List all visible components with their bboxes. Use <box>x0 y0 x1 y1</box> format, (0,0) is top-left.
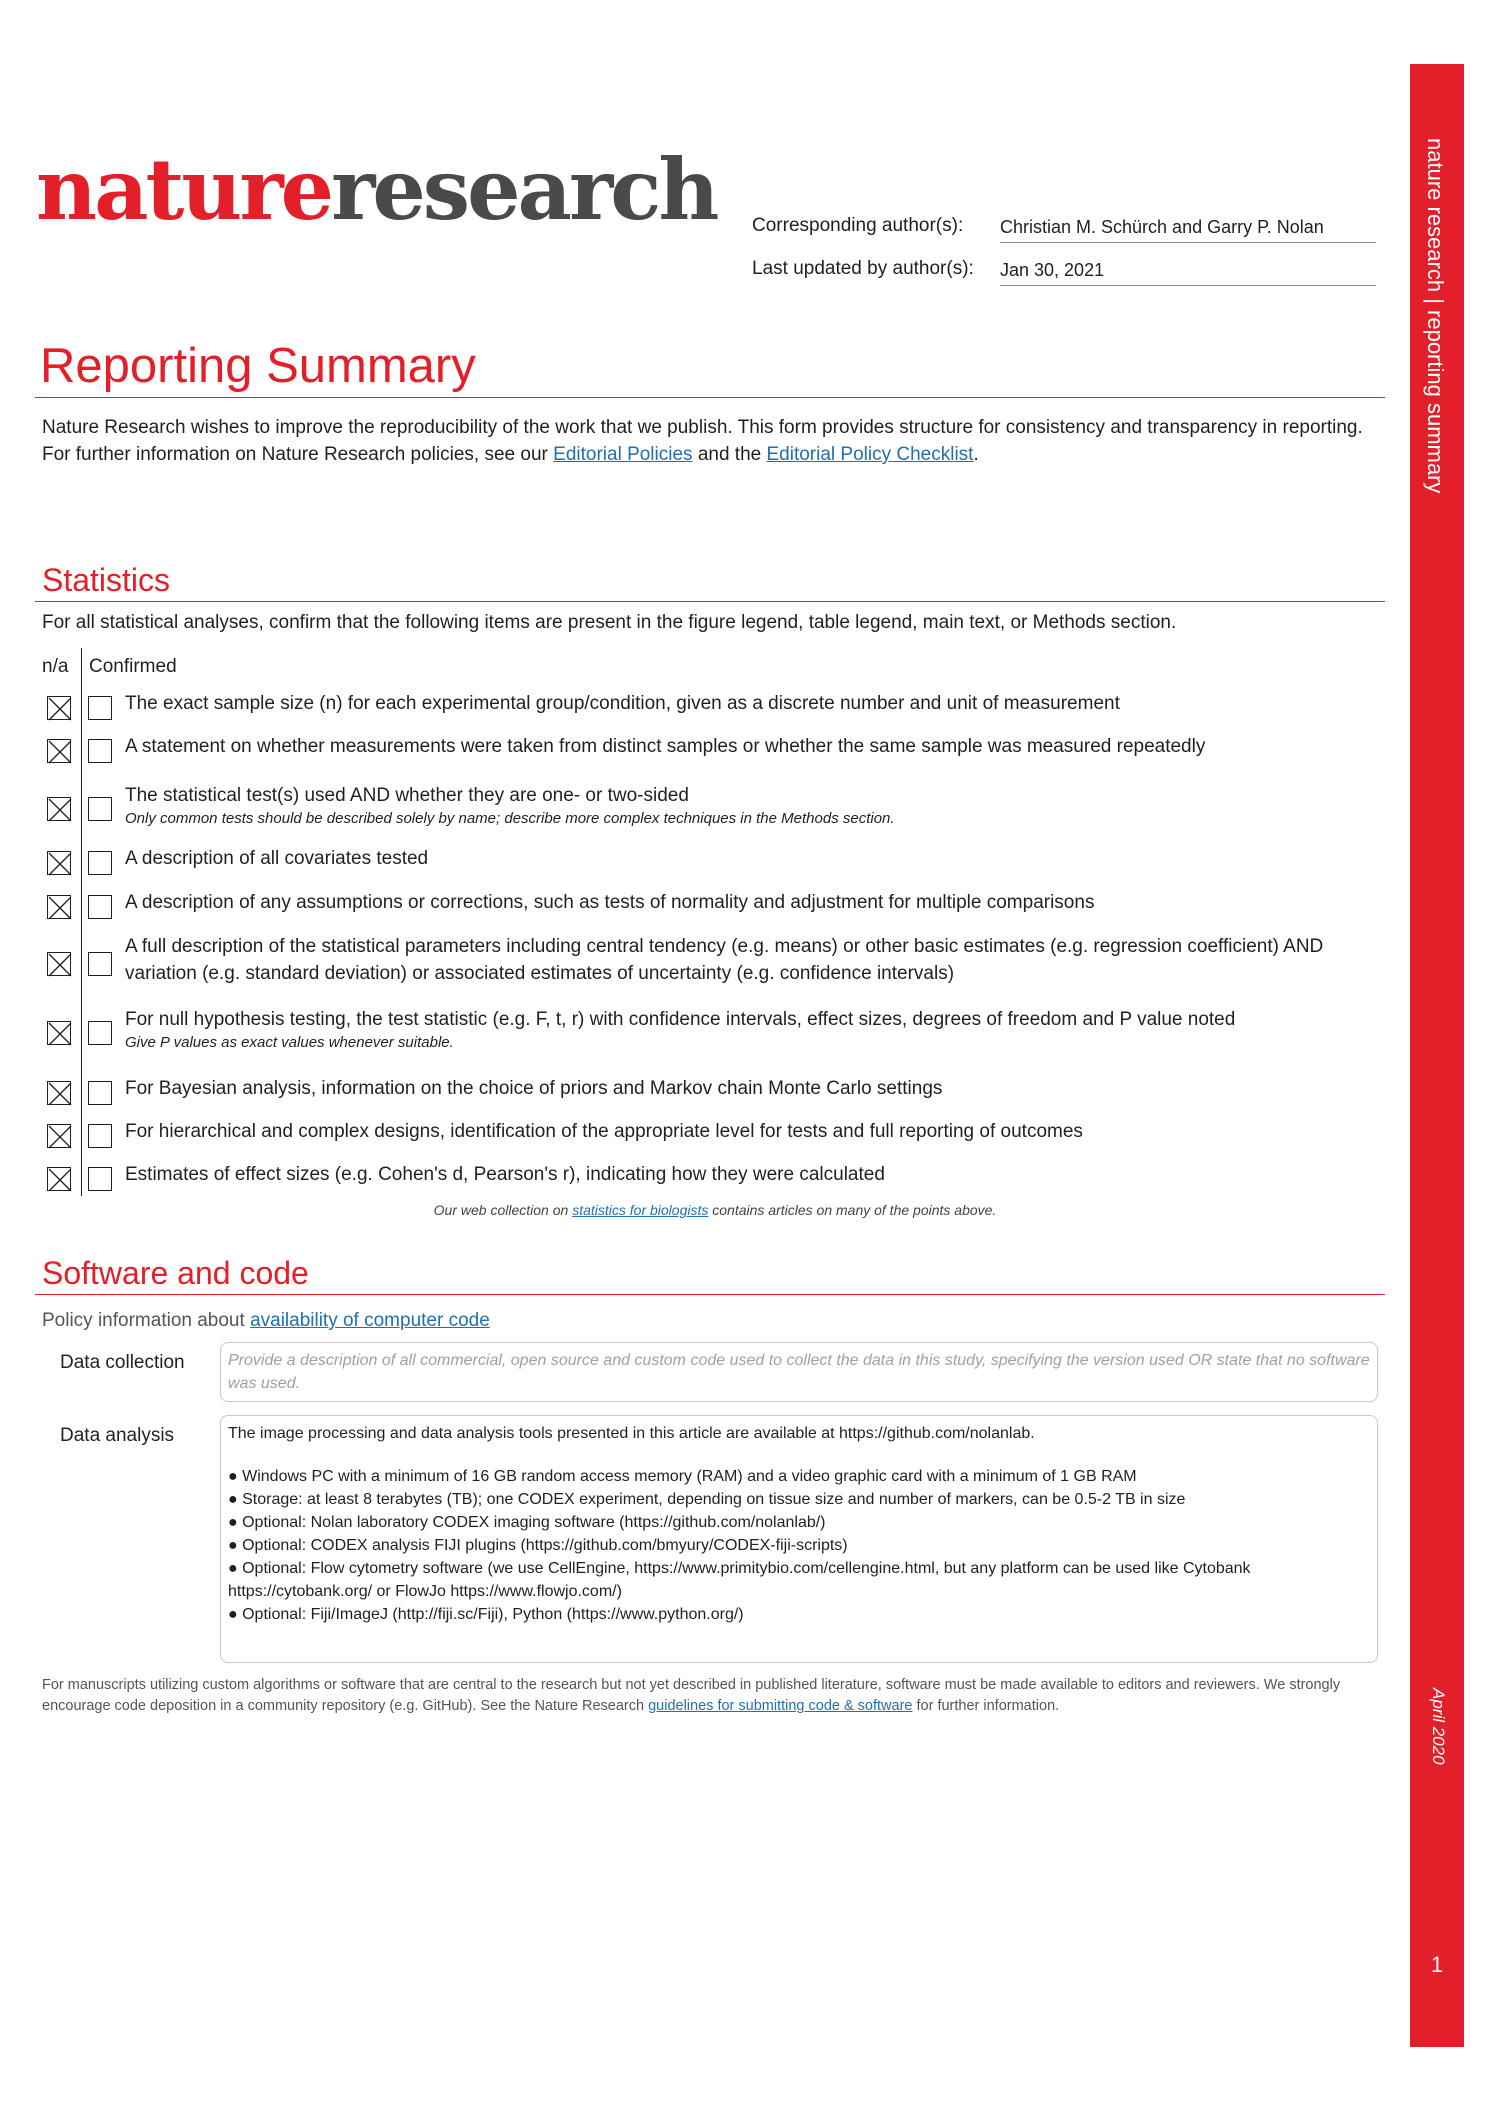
checklist-item-note: Only common tests should be described solely by name; describe more complex techniques in the Methods section. <box>125 810 895 827</box>
data-collection-field[interactable]: Provide a description of all commercial, open source and custom code used to collect the data in this study, specifying the version used OR state that no software was used. <box>220 1342 1378 1402</box>
checklist-item-text: A description of all covariates tested <box>125 848 429 869</box>
editorial-policies-link[interactable]: Editorial Policies <box>553 444 693 465</box>
software-rule <box>35 1294 1385 1295</box>
confirmed-column-header: Confirmed <box>89 656 177 677</box>
na-checkbox[interactable] <box>47 797 71 821</box>
confirmed-checkbox[interactable] <box>88 1167 112 1191</box>
checklist-item-text: The exact sample size (n) for each experimental group/condition, given as a discrete number and unit of measurement <box>125 693 1120 714</box>
code-guidelines-link[interactable]: guidelines for submitting code & software <box>648 1698 913 1714</box>
code-policy-info: Policy information about availability of computer code <box>42 1310 490 1331</box>
corresponding-author-field[interactable]: Christian M. Schürch and Garry P. Nolan <box>1000 217 1376 243</box>
na-checkbox[interactable] <box>47 739 71 763</box>
confirmed-checkbox[interactable] <box>88 851 112 875</box>
checklist-item-text: A description of any assumptions or corrections, such as tests of normality and adjustment for multiple comparisons <box>125 892 1095 913</box>
intro-paragraph: Nature Research wishes to improve the reproducibility of the work that we publish. This form provides structure for consistency and transparency in reporting. For further information on Nature Research policies, see our Editorial Policies and the Editorial Policy Checklist. <box>42 417 1363 465</box>
requirement-item: ● Optional: Fiji/ImageJ (http://fiji.sc/Fiji), Python (https://www.python.org/) <box>228 1606 744 1623</box>
software-heading: Software and code <box>42 1255 309 1291</box>
requirement-item: ● Storage: at least 8 terabytes (TB); one CODEX experiment, depending on tissue size and number of markers, can be 0.5-2 TB in size <box>228 1491 1186 1508</box>
page-number: 1 <box>1430 1952 1444 1977</box>
checklist-item-text: A statement on whether measurements were taken from distinct samples or whether the same sample was measured repeatedly <box>125 736 1206 757</box>
code-footer-note: For manuscripts utilizing custom algorithms or software that are central to the research but not yet described in published literature, software must be made available to editors and reviewers. We strongly encourage code deposition in a community repository (e.g. GitHub). See the Nature Research guidelines for submitting code & software for further information. <box>42 1677 1341 1714</box>
na-checkbox[interactable] <box>47 1021 71 1045</box>
checklist-item-text: The statistical test(s) used AND whether they are one- or two-sided Only common tests should be described solely by name; describe more complex techniques in the Methods section. <box>125 782 1385 829</box>
statistics-for-biologists-link[interactable]: statistics for biologists <box>572 1202 709 1218</box>
confirmed-checkbox[interactable] <box>88 1021 112 1045</box>
side-band-title: nature research | reporting summary <box>1423 138 1448 494</box>
last-updated-label: Last updated by author(s): <box>752 258 974 279</box>
confirmed-checkbox[interactable] <box>88 739 112 763</box>
data-analysis-label: Data analysis <box>60 1425 175 1446</box>
na-checkbox[interactable] <box>47 1124 71 1148</box>
data-collection-label: Data collection <box>60 1352 185 1373</box>
na-column-header: n/a <box>42 656 69 677</box>
checklist-item-text: For Bayesian analysis, information on the choice of priors and Markov chain Monte Carlo settings <box>125 1078 943 1099</box>
corresponding-author-label: Corresponding author(s): <box>752 215 964 236</box>
checklist-item-note: Give P values as exact values whenever suitable. <box>125 1034 454 1051</box>
confirmed-checkbox[interactable] <box>88 1081 112 1105</box>
na-checkbox[interactable] <box>47 895 71 919</box>
nature-research-logo: natureresearch <box>36 140 717 239</box>
side-band-date: April 2020 <box>1429 1688 1448 1765</box>
requirement-item: ● Optional: Nolan laboratory CODEX imaging software (https://github.com/nolanlab/) <box>228 1514 826 1531</box>
title-rule <box>35 397 1385 398</box>
statistics-heading: Statistics <box>42 562 171 598</box>
confirmed-checkbox[interactable] <box>88 1124 112 1148</box>
na-checkbox[interactable] <box>47 1081 71 1105</box>
statistics-rule <box>35 601 1385 602</box>
confirmed-checkbox[interactable] <box>88 952 112 976</box>
requirement-item: ● Optional: Flow cytometry software (we use CellEngine, https://www.primitybio.com/cellengine.html, but any platform can be used like Cytobank https://cytobank.org/ or FlowJo https://www.flowjo.com/) <box>228 1560 1251 1600</box>
checklist-item-text: For hierarchical and complex designs, identification of the appropriate level for tests and full reporting of outcomes <box>125 1121 1083 1142</box>
statistics-intro: For all statistical analyses, confirm that the following items are present in the figure legend, table legend, main text, or Methods section. <box>42 612 1177 633</box>
na-checkbox[interactable] <box>47 952 71 976</box>
na-checkbox[interactable] <box>47 851 71 875</box>
na-checkbox[interactable] <box>47 696 71 720</box>
availability-of-code-link[interactable]: availability of computer code <box>250 1310 490 1331</box>
page-title: Reporting Summary <box>40 339 476 393</box>
last-updated-field[interactable]: Jan 30, 2021 <box>1000 260 1376 286</box>
confirmed-checkbox[interactable] <box>88 895 112 919</box>
web-collection-note: Our web collection on statistics for biologists contains articles on many of the points above. <box>433 1202 997 1218</box>
data-analysis-requirements <box>228 1465 1370 1626</box>
data-analysis-intro: The image processing and data analysis tools presented in this article are available at https://github.com/nolanlab. <box>228 1425 1035 1442</box>
na-checkbox[interactable] <box>47 1167 71 1191</box>
requirement-item: ● Windows PC with a minimum of 16 GB random access memory (RAM) and a video graphic card with a minimum of 1 GB RAM <box>228 1468 1137 1485</box>
checklist-item-text: Estimates of effect sizes (e.g. Cohen's d, Pearson's r), indicating how they were calculated <box>125 1164 885 1185</box>
checklist-item-text: A full description of the statistical parameters including central tendency (e.g. means) or other basic estimates (e.g. regression coefficient) AND variation (e.g. standard deviation) or associated estimates of uncertainty (e.g. confidence intervals) <box>125 936 1324 984</box>
editorial-policy-checklist-link[interactable]: Editorial Policy Checklist <box>766 444 974 465</box>
checklist-item-text: For null hypothesis testing, the test statistic (e.g. F, t, r) with confidence intervals, effect sizes, degrees of freedom and P value noted Give P values as exact values whenever suitable. <box>125 1006 1385 1053</box>
confirmed-checkbox[interactable] <box>88 797 112 821</box>
column-divider <box>81 648 82 1196</box>
data-analysis-field[interactable] <box>220 1415 1378 1663</box>
confirmed-checkbox[interactable] <box>88 696 112 720</box>
requirement-item: ● Optional: CODEX analysis FIJI plugins (https://github.com/bmyury/CODEX-fiji-scripts) <box>228 1537 848 1554</box>
